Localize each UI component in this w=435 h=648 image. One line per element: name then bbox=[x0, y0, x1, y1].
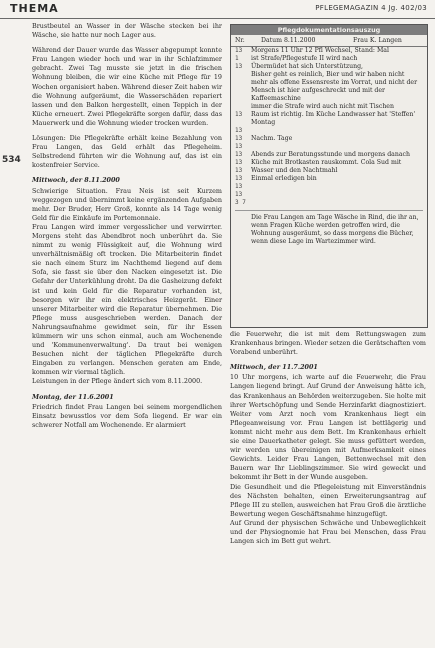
log-row-text bbox=[251, 143, 423, 151]
log-row-time bbox=[235, 87, 251, 103]
log-row bbox=[231, 183, 427, 191]
log-row-text bbox=[251, 183, 423, 191]
log-row-text: Mensch ist hier aufgeschreckt und mit der Kaffeemaschine bbox=[251, 87, 386, 102]
log-row bbox=[231, 55, 427, 63]
log-row-text: Abends zur Beratungsstunde und morgens danach bbox=[251, 151, 410, 158]
log-row-time: 1 bbox=[235, 55, 239, 62]
log-row-time bbox=[235, 214, 251, 246]
log-row-time: 13 bbox=[235, 159, 243, 166]
log-divider bbox=[235, 210, 423, 211]
paragraph: Auf Grund der physischen Schwäche und Unbeweglichkeit und der Physiognomie hat Frau bei Menschen, dass Frau Langen sich im Bett gut wehrt. bbox=[230, 518, 426, 546]
log-row bbox=[231, 159, 427, 167]
log-row bbox=[231, 87, 427, 103]
log-row-text: Wasser und den Nachtmahl bbox=[251, 167, 338, 174]
paragraph: die Feuerwehr, die ist mit dem Rettungswagen zum Krankenhaus bringen. Wieder setzen die Gerätschaften vom Vorabend unberührt. bbox=[230, 330, 426, 357]
log-row-time: 13 bbox=[235, 111, 243, 118]
log-row-time: 13 bbox=[235, 127, 243, 134]
paragraph: Während der Dauer wurde das Wasser abgepumpt konnte Frau Langen wieder hoch und war in ihr Schlafzimmer gebracht. Zwei Tag musste sie jetzt in die frischen Wohnung bleiben, die wir eine Küche mit Pflege für 19 Wochen organisiert haben. Während dieser Zeit haben wir die Wohnung aufgeräumt, die Wasserschäden repariert lassen und den Balkon hergestellt, einen Teppich in der Küche erneuert. Zwei Pflegekräfte sorgen dafür, dass das Mauerwerk und die Wohnung wieder trocken wurden. bbox=[32, 46, 222, 127]
log-row-text: ist Strafe/Pflegestufe II wird nach bbox=[251, 55, 358, 62]
log-row bbox=[231, 103, 427, 111]
log-row-text: Raum ist richtig. Im Küche Landwasser hat 'Steffen' bbox=[251, 111, 416, 118]
log-row bbox=[231, 127, 427, 135]
date-heading: Mittwoch, der 8.11.2000 bbox=[32, 176, 120, 185]
log-row bbox=[231, 79, 427, 87]
log-row-text: immer die Strafe wird auch nicht mit Tischen bbox=[251, 103, 394, 110]
log-row-time: 13 bbox=[235, 63, 243, 70]
paragraph: Die Gesundheit und die Pflegeleistung mit Einverständnis des Nächsten behalten, einen Erweiterungsantrag auf Pflege III zu stellen, ausweichen hat Frau Groß die ärztliche Bewertung wegen Geschäftsnahme hinzugefügt. bbox=[230, 482, 426, 518]
paragraph: Schwierige Situation. Frau Neis ist seit Kurzem weggezogen und übernimmt keine ergänzenden Aufgaben mehr. Der Bruder, Herr Groß, konnte als 14 Tage wenig Geld für die Einkäufe im Portemonnaie. bbox=[32, 186, 222, 222]
log-row-time: 13 bbox=[235, 183, 243, 190]
paragraph: Frau Langen wird immer vergesslicher und verwirrter. Morgens steht das Abendbrot noch unberührt da. Sie nimmt zu wenig Flüssigkeit auf, die Wohnung wird unverhältnismäßig oft trocken. Die Mitarbeiterin findet sie nach einem Sturz im Nachthemd liegend auf dem Sofa, sie fasst sie über den Nacken eingesetzt ist. Die Gefahr der Unterkühlung droht. Da die Gasheizung defekt ist und kein Geld für die Reparatur vorhanden ist, besorgen wir ihr ein elektrisches Heizgerät. Einer unserer Mitarbeiter wird die Reparatur übernehmen. Die Pflege muss ausgeschrieben werden. Danach der Nahrungsaufnahme gewidmet sein, für ihr Essen kümmern wir uns schon einmal, auch am Wochenende und 'Kommunenverwaltung'. Da traut bei wenigen Besuchen nicht der täglichen Pflegekräfte durch Eingaben zu verlangen. Menschen geraten am Ende, kommen wir viermal täglich. bbox=[32, 222, 222, 377]
care-log-header bbox=[231, 35, 427, 47]
right-column bbox=[230, 330, 426, 552]
log-row bbox=[231, 135, 427, 143]
log-row-text: Küche mit Brotkasten rauskommt. Cola Sud mit bbox=[251, 159, 402, 166]
log-row bbox=[231, 191, 427, 199]
magazine-issue: PFLEGEMAGAZIN 4 Jg. 402/03 bbox=[315, 4, 427, 12]
log-row-text bbox=[251, 199, 423, 207]
log-row-text bbox=[251, 191, 423, 199]
log-row-time bbox=[235, 103, 251, 111]
log-row-text: Die Frau Langen am Tage Wäsche in Rind, die ihr an, wenn Fragen Küche werden getroffen wird, die Wohnung ausgeräumt, so dass morgens die Bücher, wenn diese Lage im Wartezimmer wird. bbox=[251, 214, 419, 245]
log-row-time: 13 bbox=[235, 191, 243, 198]
paragraph: Lösungen: Die Pflegekräfte erhält keine Bezahlung von Frau Langen, das Geld erhält das Pflegeheim. Selbstredend führten wir die Wohnung auf, das ist ein kostenfreier Service. bbox=[32, 134, 222, 170]
log-row bbox=[231, 199, 427, 207]
left-column bbox=[32, 22, 222, 436]
log-header-patient: Frau K. Langen bbox=[353, 37, 402, 44]
date-heading: Montag, der 11.6.2001 bbox=[32, 392, 114, 401]
care-log-box bbox=[230, 24, 428, 328]
log-row bbox=[231, 167, 427, 175]
care-log-title: Pflegdokumentationsauszug bbox=[231, 25, 427, 35]
log-row-text: Bisher geht es reinlich, Bier und wir haben nicht bbox=[251, 71, 405, 78]
log-row-text: mehr als offene Essensreste im Vorrat, und nicht der bbox=[251, 79, 418, 86]
log-row bbox=[231, 143, 427, 151]
log-row-time: 13 bbox=[235, 175, 243, 182]
care-log-rows bbox=[231, 47, 427, 246]
log-row-text: Nachm. Tage bbox=[251, 135, 293, 142]
log-row bbox=[231, 119, 427, 127]
log-row-time: 13 bbox=[235, 151, 243, 158]
log-row-time bbox=[235, 119, 251, 127]
log-row bbox=[231, 151, 427, 159]
log-row bbox=[231, 71, 427, 79]
log-row bbox=[231, 63, 427, 71]
paragraph: Leistungen in der Pflege ändert sich vom 8.11.2000. bbox=[32, 377, 203, 386]
log-row-text bbox=[251, 127, 423, 135]
log-header-date: Datum 8.11.2000 bbox=[261, 37, 316, 44]
log-row-time: 3 7 bbox=[235, 199, 246, 206]
log-row-text: Übermüdet hat sich Unterstützung, bbox=[251, 63, 364, 70]
log-row-time: 13 bbox=[235, 167, 243, 174]
log-row bbox=[231, 47, 427, 55]
paragraph: 10 Uhr morgens, ich warte auf die Feuerwehr, die Frau Langen liegend bringt. Auf Grund der Anweisung hätte ich, das Krankenhaus an Behörden weiterzugeben. Sie holte mit ihrer Wertschöpfung und Sende Herzinfarkt diagnostiziert. Weiter vom Arzt noch vom Krankenhaus liegt ein Pflegeanweisung vor. Frau Langen ist bettlägerig und kommt nicht mehr aus dem Bett. Im Krankenhaus erhielt sie eine Dauerkatheter gelegt. Sie muss gefüttert werden, wir werden uns übereinigen mit Aufmerksamkeit eines Gewichts. Leider Frau Langen, Bettenwechsel mit den Bauern war Ihr Lieblingszimmer. Sie wird geweckt und bekommt ihr Bett in der Wunde ausgeben. bbox=[230, 373, 426, 482]
log-header-nr: Nr. bbox=[235, 37, 245, 44]
date-heading: Mittwoch, der 11.7.2001 bbox=[230, 363, 318, 372]
paragraph: Friedrich findet Frau Langen bei seinem morgendlichen Einsatz bewusstlos vor dem Sofa liegend. Er war ein schwerer Notfall am Wochenende. Er alarmiert bbox=[32, 402, 222, 429]
log-row-text: Einmal erledigen bin bbox=[251, 175, 317, 182]
log-row bbox=[231, 214, 427, 246]
log-row-time bbox=[235, 79, 251, 87]
log-row-time bbox=[235, 71, 251, 79]
log-row bbox=[231, 111, 427, 119]
section-title: THEMA bbox=[10, 2, 59, 15]
page-header bbox=[0, 0, 435, 19]
log-row-time: 13 bbox=[235, 143, 243, 150]
paragraph: Brustbeutel an Wasser in der Wäsche stecken bei ihr Wäsche, sie hatte nur noch Lager aus. bbox=[32, 22, 222, 40]
log-row bbox=[231, 175, 427, 183]
page-number: 534 bbox=[2, 155, 21, 165]
log-row-text: Montag bbox=[251, 119, 276, 126]
log-row-text: Morgens 11 Uhr 12 Pfl Wechsel, Stand: Mal bbox=[251, 47, 389, 54]
log-row-time: 13 bbox=[235, 47, 243, 54]
log-row-time: 13 bbox=[235, 135, 243, 142]
